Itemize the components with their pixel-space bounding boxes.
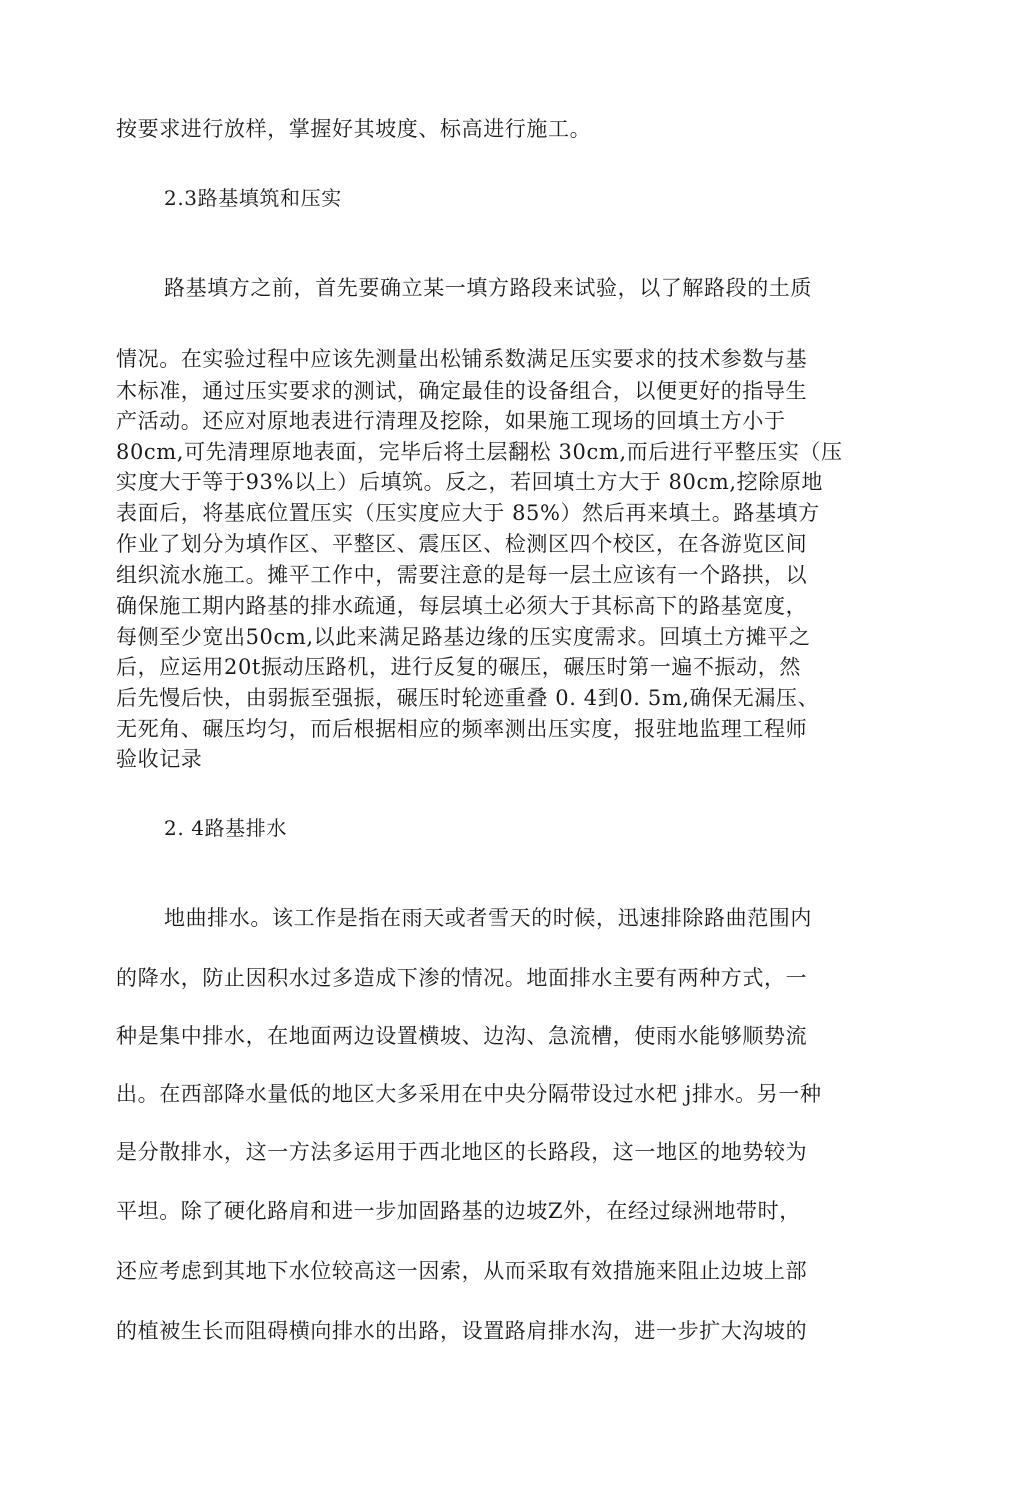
paragraph-line: 表面后，将基底位置压实（压实度应大于 85%）然后再来填土。路基填方 [116,501,820,525]
paragraph-line: 作业了划分为填作区、平整区、震压区、检测区四个校区，在各游览区间 [116,532,808,556]
paragraph-line: 平坦。除了硬化路肩和进一步加固路基的边坡Z外，在经过绿洲地带时， [116,1199,801,1223]
paragraph-line: 种是集中排水，在地面两边设置横坡、边沟、急流槽，使雨水能够顺势流 [116,1024,808,1048]
paragraph-line: 情况。在实验过程中应该先测量出松铺系数满足压实要求的技术参数与基 [116,347,808,371]
paragraph-line: 组织流水施工。摊平工作中，需要注意的是每一层土应该有一个路拱，以 [116,563,808,587]
paragraph-line: 每侧至少宽出50cm,以此来满足路基边缘的压实度需求。回填土方摊平之 [116,625,811,649]
paragraph-line: 后先慢后快，由弱振至强振，碾压时轮迹重叠 0. 4到0. 5m,确保无漏压、 [116,686,820,710]
paragraph-line: 是分散排水，这一方法多运用于西北地区的长路段，这一地区的地势较为 [116,1140,808,1164]
paragraph-line: 还应考虑到其地下水位较高这一因索，从而采取有效措施来阻止边坡上部 [116,1259,808,1283]
paragraph-line: 地曲排水。该工作是指在雨天或者雪天的时候，迅速排除路曲范围内 [164,906,812,930]
section-heading-2-3: 2.3路基填筑和压实 [164,186,342,210]
section-heading-2-4: 2. 4路基排水 [164,816,287,840]
paragraph-line: 的植被生长而阻碍横向排水的出路，设置路肩排水沟，进一步扩大沟坡的 [116,1319,808,1343]
intro-line: 按要求进行放样，掌握好其坡度、标高进行施工。 [116,117,592,141]
paragraph-line: 实度大于等于93%以上）后填筑。反之，若回填土方大于 80cm,挖除原地 [116,470,824,494]
paragraph-line: 的降水，防止因积水过多造成下渗的情况。地面排水主要有两种方式，一 [116,966,808,990]
paragraph-line: 验收记录 [116,747,203,771]
paragraph-line: 出。在西部降水量低的地区大多采用在中央分隔带设过水杷 j排水。另一种 [116,1082,822,1106]
paragraph-line: 路基填方之前，首先要确立某一填方路段来试验，以了解路段的土质 [164,276,812,300]
paragraph-line: 后，应运用20t振动压路机，进行反复的碾压，碾压时第一遍不振动，然 [116,655,801,679]
paragraph-line: 确保施工期内路基的排水疏通，每层填土必须大于其标高下的路基宽度， [116,594,808,618]
paragraph-line: 无死角、碾压均匀，而后根据相应的频率测出压实度，报驻地监理工程师 [116,717,808,741]
paragraph-line: 产活动。还应对原地表进行清理及挖除，如果施工现场的回填土方小于 [116,409,786,433]
paragraph-line: 80cm,可先清理原地表面，完毕后将土层翻松 30cm,而后进行平整压实（压 [116,440,843,464]
paragraph-line: 木标准，通过压实要求的测试，确定最佳的设备组合，以便更好的指导生 [116,379,808,403]
